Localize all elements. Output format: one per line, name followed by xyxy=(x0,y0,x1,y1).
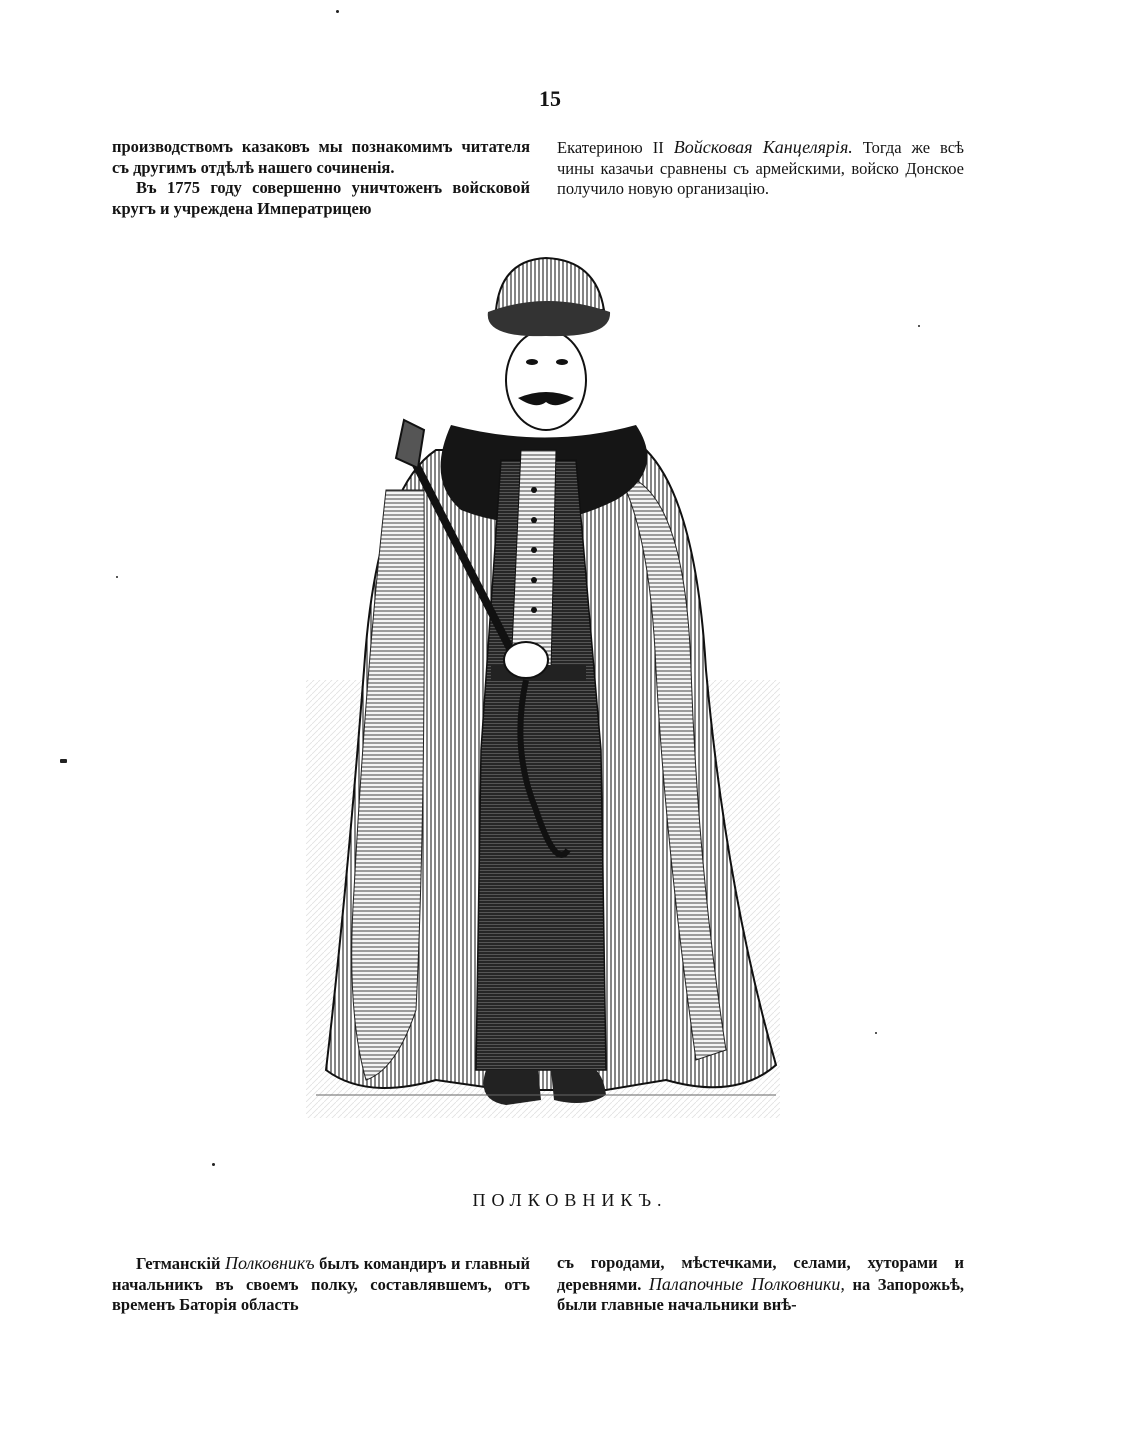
text-lead: Екатериною II xyxy=(557,138,674,157)
paragraph-1: производствомъ казаковъ мы познакомимъ читателя съ другимъ отдѣлѣ нашего сочиненія. xyxy=(112,137,530,177)
text-rest: Тогда же всѣ чины казачьи сравнены съ армейскими, войско Донское получило новую организацію. xyxy=(557,138,964,198)
text-rest: былъ командиръ и главный начальникъ въ своемъ полку, составлявшемъ, отъ временъ Баторія область xyxy=(112,1254,530,1314)
scan-speck xyxy=(875,1032,877,1034)
scan-speck xyxy=(212,1163,215,1166)
paragraph-continuation xyxy=(557,1253,964,1316)
bottom-right-column xyxy=(557,1253,964,1316)
italic-term: Войсковая Канцелярія. xyxy=(673,137,853,157)
colonel-illustration xyxy=(306,250,780,1118)
text-rest: на Запорожьѣ, были главные начальники внѣ- xyxy=(557,1274,964,1314)
paragraph-colonel xyxy=(112,1253,530,1316)
scan-speck xyxy=(60,759,67,763)
text-lead: съ городами, мѣстечками, селами, хуторами и деревнями. xyxy=(557,1253,964,1294)
scan-speck xyxy=(336,10,339,13)
page-number: 15 xyxy=(539,86,561,111)
bottom-left-column xyxy=(112,1253,530,1316)
italic-term: Полковникъ xyxy=(225,1253,315,1273)
top-right-column xyxy=(557,137,964,200)
figure-caption: ПОЛКОВНИКЪ. xyxy=(472,1190,668,1210)
paragraph-2: Въ 1775 году совершенно уничтоженъ войсковой кругъ и учреждена Императрицею xyxy=(112,178,530,218)
scan-speck xyxy=(116,576,118,578)
top-left-column xyxy=(112,137,530,219)
text-lead: Гетманскій xyxy=(136,1254,225,1273)
italic-term: Палапочные Полковники, xyxy=(648,1273,845,1294)
scan-speck xyxy=(918,325,920,327)
paragraph-continuation xyxy=(557,137,964,200)
